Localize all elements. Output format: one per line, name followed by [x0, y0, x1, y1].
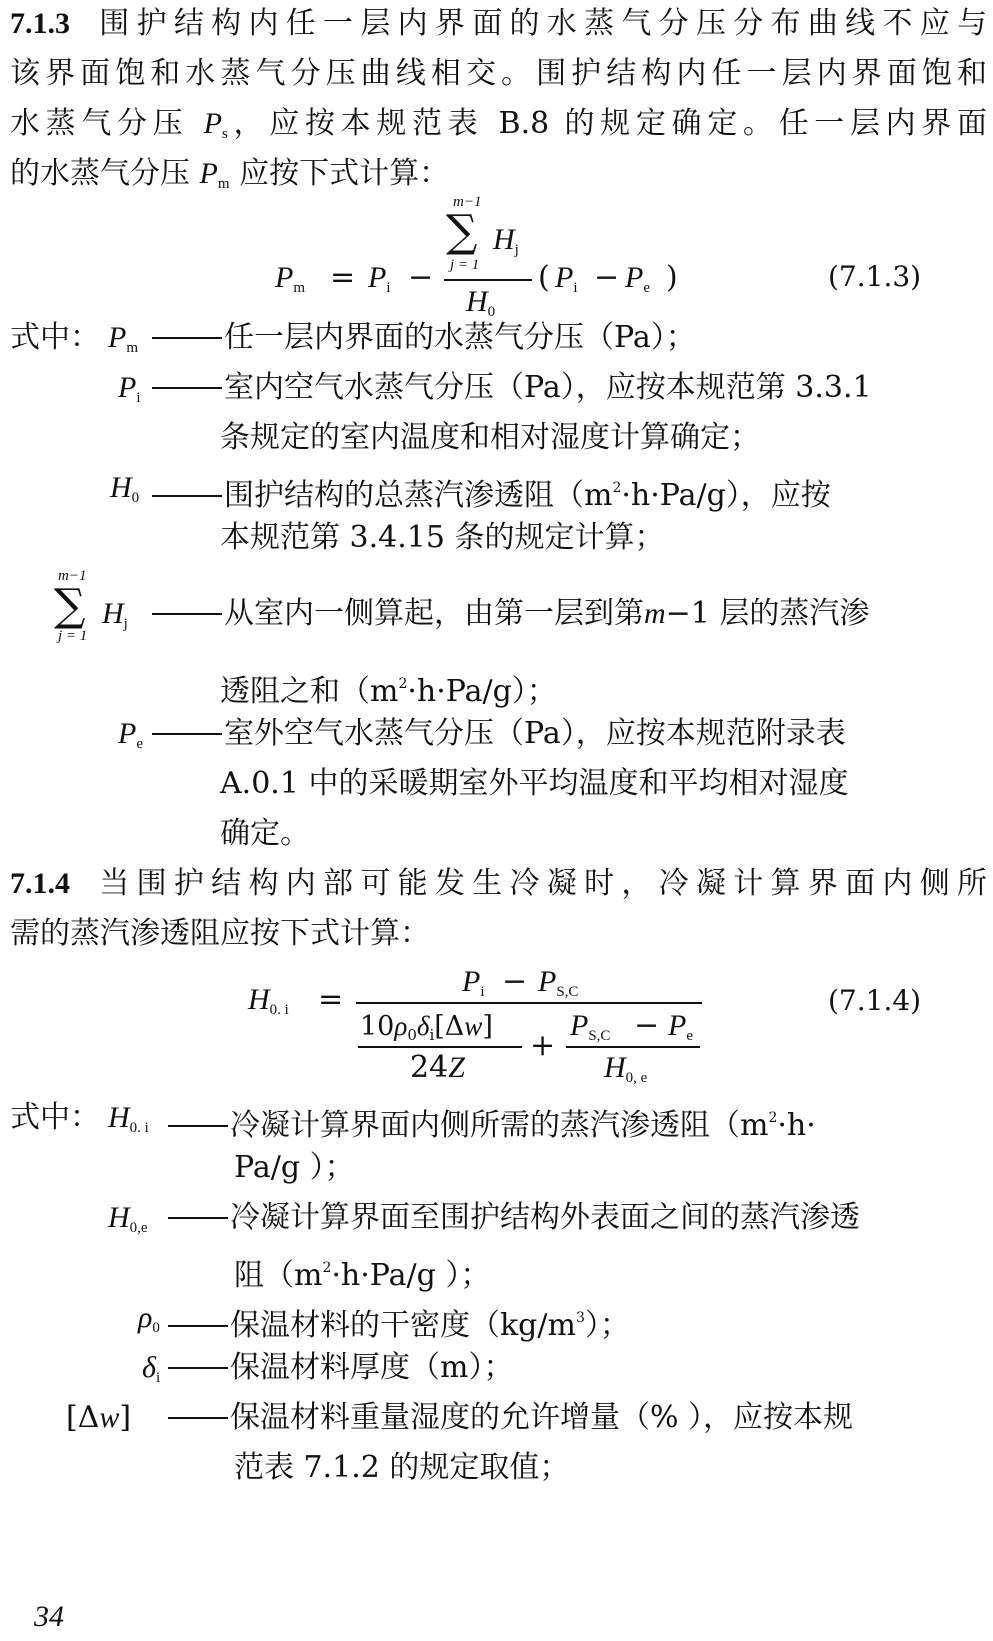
where-label: 式中：	[10, 1100, 100, 1135]
page-number: 34	[34, 1600, 64, 1633]
fraction-bar	[444, 279, 532, 281]
fraction-bar-main	[356, 1002, 702, 1004]
equation-number: (7.1.4)	[828, 984, 922, 1017]
def-pi: 室内空气水蒸气分压（Pa），应按本规范第 3.3.1	[150, 368, 940, 408]
symbol-pm: $P_m$	[199, 157, 230, 192]
section-number: 7.1.4	[10, 867, 70, 900]
def-h0: 围护结构的总蒸汽渗透阻$(m^2\cdot h\cdot Pa/g)$，应按	[150, 468, 831, 516]
def-h0e: 冷凝计算界面至围护结构外表面之间的蒸汽渗透	[166, 1198, 860, 1238]
section-7-1-3-line-1: 7.1.3 围护结构内任一层内界面的水蒸气分压分布曲线不应与	[10, 6, 987, 41]
symbol-ps: $P_s$	[203, 107, 228, 142]
def-pm: 任一层内界面的水蒸气分压（Pa）；	[150, 318, 696, 358]
where-label: 式中：	[10, 320, 100, 355]
def-sum-hj: 从室内一侧算起，由第一层到第m−1 层的蒸汽渗	[150, 594, 869, 634]
summation-sign: ∑	[446, 206, 478, 257]
def-rho0: 保温材料的干密度$(kg/m^3)$；	[166, 1298, 630, 1346]
section-number: 7.1.3	[10, 7, 70, 40]
def-delta-w: 保温材料重量湿度的允许增量（% ），应按本规	[166, 1398, 853, 1438]
document-page: 7.1.3 围护结构内任一层内界面的水蒸气分压分布曲线不应与 该界面饱和水蒸气分压曲线相交。围护结构内任一层内界面饱和 水蒸气分压 $P_s$，应按本规范表 B.8 的规定确定。任一层内界面 的水蒸气分压 $P_m$ 应按下式计算： $P_m$ = $P_i$ − m−1 ∑ j = 1 $H_j$ $H_0$ ( $P_i$ − $P_e$ ) (7.1.3) 式中： $P_m$ 任一层内界面的水蒸气分压（Pa）； $P_i$ 室内空气水蒸气分压（Pa），应按本规范第 3.3.1 条规定的室内温度和相对湿度计算确定； $H_0$ 围护结构的总蒸汽渗透阻$(m^2\cdot h\cdot Pa/g)$，应按 本规范第 3.4.15 条的规定计算； m−1 ∑ j = 1 $H_j$ 从室内一侧算起，由第一层到第m−1 层的蒸汽渗 透阻之和$(m^2\cdot h\cdot Pa/g)$； $P_e$ 室外空气水蒸气分压（Pa），应按本规范附录表 A.0.1 中的采暖期室外平均温度和平均相对湿度 确定。 7.1.4 当围护结构内部可能发生冷凝时，冷凝计算界面内侧所 需的蒸汽渗透阻应按下式计算： $H_{0. i}$ = $P_i$ − $P_{S,C}$ $10\rho_0\delta_i[\Delta w]$ 24Z + $P_{S,C}$ − $P_e$ $H_{0, e}$ (7.1.4) 式中： $H_{0. i}$ 冷凝计算界面内侧所需的蒸汽渗透阻（$m^2\cdot h\cdot$ Pa/g ）； $H_{0,e}$ 冷凝计算界面至围护结构外表面之间的蒸汽渗透 阻（$m^2\cdot h\cdot Pa/g$ ）； $\rho_0$ 保温材料的干密度$(kg/m^3)$； $\delta_i$ 保温材料厚度（m）； [Δw] 保温材料重量湿度的允许增量（% ），应按本规 范表 7.1.2 的规定取值； 34	[10, 6, 987, 1633]
section-7-1-3-line-4: 的水蒸气分压 $P_m$ 应按下式计算：	[10, 156, 450, 192]
def-pe: 室外空气水蒸气分压（Pa），应按本规范附录表	[150, 714, 846, 754]
section-7-1-4-line-2: 需的蒸汽渗透阻应按下式计算：	[10, 916, 430, 951]
def-delta-i: 保温材料厚度（m）；	[166, 1348, 513, 1388]
equation-number: (7.1.3)	[828, 260, 922, 293]
section-7-1-3-line-3: 水蒸气分压 $P_s$，应按本规范表 B.8 的规定确定。任一层内界面	[10, 106, 987, 142]
section-7-1-4-line-1: 7.1.4 当围护结构内部可能发生冷凝时，冷凝计算界面内侧所	[10, 866, 987, 901]
section-7-1-3-line-2: 该界面饱和水蒸气分压曲线相交。围护结构内任一层内界面饱和	[10, 56, 987, 91]
def-h0i: 冷凝计算界面内侧所需的蒸汽渗透阻（$m^2\cdot h\cdot$	[166, 1098, 816, 1146]
